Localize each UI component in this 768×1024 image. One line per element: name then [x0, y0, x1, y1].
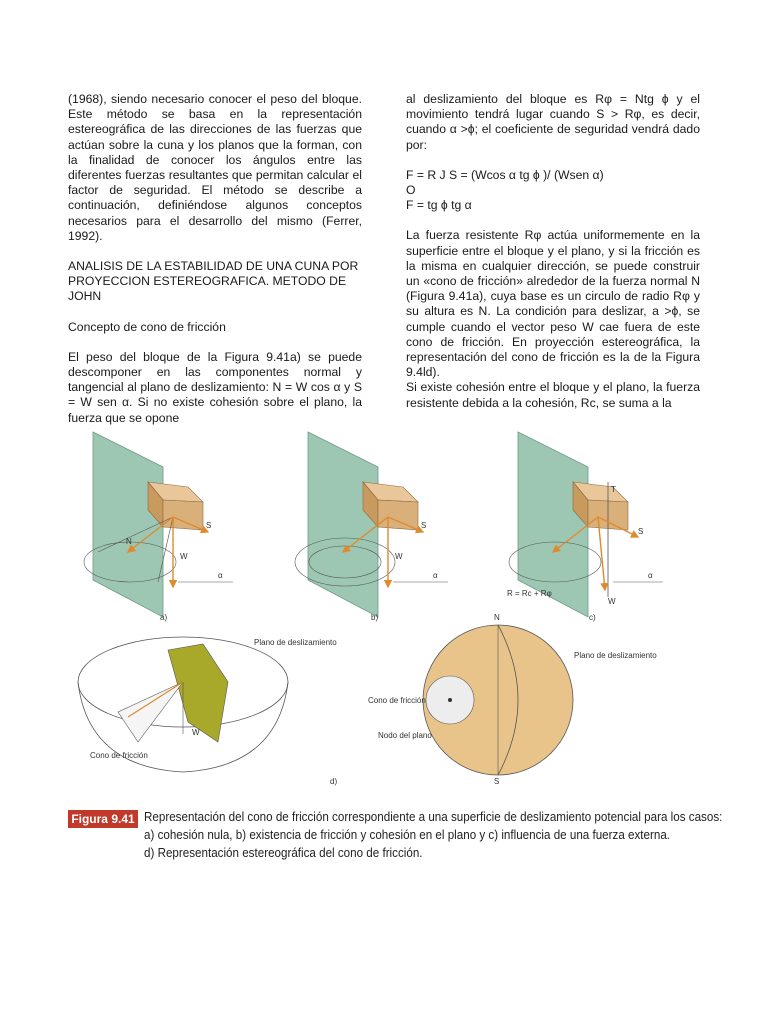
- panel-d-hemisphere: [78, 637, 337, 772]
- label-t: T: [611, 485, 616, 494]
- label-w: W: [608, 597, 616, 606]
- label-alpha: α: [433, 571, 438, 580]
- label-nodo: Nodo del plano: [378, 731, 432, 740]
- sliding-plane: [308, 432, 378, 617]
- formula-separator: O: [406, 183, 416, 198]
- caption-text: [144, 808, 723, 862]
- block-front: [378, 500, 418, 530]
- section-heading: ANALISIS DE LA ESTABILIDAD DE UNA CUNA POR PROYECCION ESTEREOGRAFICA. METODO DE JOHN: [68, 259, 359, 304]
- formula: F = R J S = (Wcos α tg ϕ )/ (Wsen α): [406, 167, 604, 182]
- label-w: W: [192, 728, 200, 737]
- label-cono-right: Cono de fricción: [368, 696, 426, 705]
- block-front: [163, 500, 203, 530]
- label-alpha: α: [218, 571, 223, 580]
- panel-d-stereonet: [330, 613, 657, 786]
- paragraph: al deslizamiento del bloque es Rφ = Ntg ϕ y el movimiento tendrá lugar cuando S > Rφ, es decir, cuando α >ϕ; el coeficiente de seguridad vendrá dado por:: [406, 92, 700, 152]
- label-plano-right: Plano de deslizamiento: [574, 651, 657, 660]
- sliding-plane: [93, 432, 163, 617]
- panel-label-d: d): [330, 777, 338, 786]
- label-w: W: [395, 552, 403, 561]
- left-column: [68, 92, 362, 441]
- panel-label-b: b): [371, 613, 379, 622]
- label-s: S: [421, 521, 427, 530]
- paragraph: (1968), siendo necesario conocer el peso del bloque. Este método se basa en la representación estereográfica de las direcciones de las fuerzas que actúan sobre la cuna y los planos que la forman, con la finalidad de conocer los ángulos entre las diferentes fuerzas resultantes que permitan calcular el factor de seguridad. El método se describe a continuación, definiéndose algunos conceptos necesarios para el desarrollo del mismo (Ferrer, 1992).: [68, 92, 362, 243]
- panel-c: [507, 432, 663, 622]
- caption-line: d) Representación estereográfica del cono de fricción.: [144, 846, 423, 860]
- caption-line: a) cohesión nula, b) existencia de fricción y cohesión en el plano y c) influencia de una fuerza externa.: [144, 828, 671, 842]
- caption-line: Representación del cono de fricción correspondiente a una superficie de deslizamiento potencial para los casos:: [144, 810, 723, 824]
- figure-9-41: [68, 412, 700, 792]
- right-column: [406, 92, 700, 411]
- label-s: S: [206, 521, 212, 530]
- label-south: S: [494, 777, 500, 786]
- equation-c: R = Rc + Rφ: [507, 589, 552, 598]
- panel-b: [295, 432, 448, 622]
- label-w: W: [180, 552, 188, 561]
- label-north: N: [494, 613, 500, 622]
- paragraph: La fuerza resistente Rφ actúa uniformemente en la superficie entre el bloque y el plano, y si la fricción es la misma en cualquier dirección, se puede construir un «cono de fricción» alrededor de la fuerza normal N (Figura 9.41a), cuya base es un circulo de radio Rφ y su altura es N. La condición para deslizar, a >ϕ, se cumple cuando el vector peso W cae fuera de este cono de fricción. En proyección estereográfica, la representación del cono de fricción es la de la Figura 9.4ld).: [406, 228, 700, 380]
- panel-label-c: c): [589, 613, 596, 622]
- panel-a: [84, 432, 233, 622]
- paragraph: Si existe cohesión entre el bloque y el plano, la fuerza resistente debida a la cohesión, Rc, se suma a la: [406, 380, 700, 410]
- label-s: S: [638, 527, 644, 536]
- subsection-heading: Concepto de cono de fricción: [68, 319, 226, 334]
- label-cono-left: Cono de fricción: [90, 751, 148, 760]
- panel-label-a: a): [160, 613, 168, 622]
- formula: F = tg ϕ tg α: [406, 198, 472, 213]
- label-alpha: α: [648, 571, 653, 580]
- figure-drawing: [68, 412, 700, 792]
- paragraph: El peso del bloque de la Figura 9.41a) se puede descomponer en las componentes normal y tangencial al plano de deslizamiento: N = W cos α y S = W sen α. Si no existe cohesión sobre el plano, la fuerza que se opone: [68, 349, 362, 425]
- label-plano-left: Plano de deslizamiento: [254, 638, 337, 647]
- label-n: N: [126, 537, 132, 546]
- figure-tag: Figura 9.41: [68, 810, 138, 828]
